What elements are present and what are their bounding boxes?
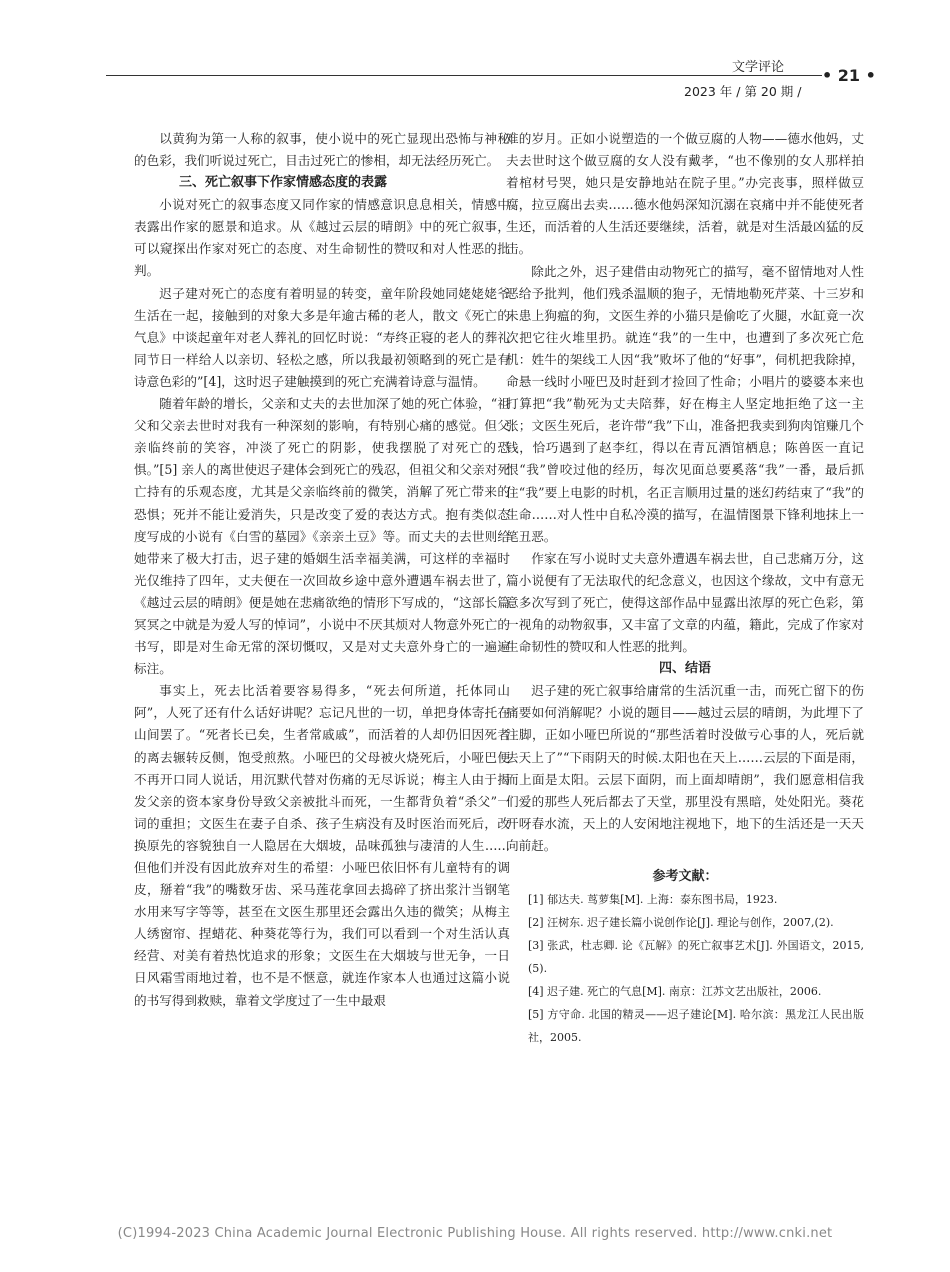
paragraph: 作家在写小说时丈夫意外遭遇车祸去世，自己悲痛万分，这篇小说便有了无法取代的纪念意义，也因这个缘故，文中有意无意多次写到了死亡，使得这部作品中显露出浓厚的死亡色彩，第一视角的动物叙事，又丰富了文章的内蕴，籍此，完成了作家对生命韧性的赞叹和人性恶的批判。: [506, 550, 864, 655]
section-heading: 三、死亡叙事下作家情感态度的表露: [179, 175, 388, 191]
paragraph: 除此之外，迟子建借由动物死亡的描写，毫不留情地对人性恶给予批判，他们残杀温顺的狍子，无情地勒死芹菜、十三岁和未患上狗瘟的狗，文医生养的小猫只是偷吃了火腿，水缸竟一次次把它往火堆里扔。就连“我”的一生中，也遭到了多次死亡危机：姓牛的架线工人因“我”败坏了他的“好事”，伺机把我除掉，命悬一线时小哑巴及时赶到才捡回了性命；小唱片的婆婆本来也打算把“我”勒死为丈夫陪葬，好在梅主人坚定地拒绝了这一主张；文医生死后，老许带“我”下山，准备把我卖到狗肉馆赚几个钱，恰巧遇到了赵李红，得以在青瓦酒馆栖息；陈兽医一直记恨“我”曾咬过他的经历，每次见面总要奚落“我”一番，最后抓住“我”要上电影的时机，名正言顺用过量的迷幻药结束了“我”的生命……对人性中自私冷漠的描写，在温情图景下锋利地抹上一笔丑恶。: [506, 263, 864, 544]
section-heading: 四、结语: [658, 661, 711, 677]
reference-item: [4] 迟子建. 死亡的气息[M]. 南京：江苏文艺出版社，2006.: [528, 985, 822, 998]
paragraph: 小说对死亡的叙事态度又同作家的情感意识息息相关，情感中表露出作家的愿景和追求。从《越过云层的晴朗》中的死亡叙事，可以窥探出作家对死亡的态度、对生命韧性的赞叹和对人性恶的批判。: [134, 197, 510, 279]
reference-item: [3] 张武，杜志卿. 论《瓦解》的死亡叙事艺术[J]. 外国语文，2015,(5).: [528, 939, 864, 975]
paragraph: 以黄狗为第一人称的叙事，使小说中的死亡显现出恐怖与神秘的色彩，我们听说过死亡，目击过死亡的惨相，却无法经历死亡。: [134, 131, 510, 169]
page-number: • 21 •: [822, 66, 876, 85]
right-column: [506, 128, 864, 1049]
reference-item: [5] 方守命. 北国的精灵——迟子建论[M]. 哈尔滨：黑龙江人民出版社，2005.: [528, 1008, 864, 1044]
reference-item: [1] 郁达夫. 茑萝集[M]. 上海：泰东图书局，1923.: [528, 893, 778, 906]
paragraph: 随着年龄的增长，父亲和丈夫的去世加深了她的死亡体验，“祖父和父亲去世时对我有一种深刻的影响，有特别心痛的感觉。但父亲临终前的笑容，冲淡了死亡的阴影，使我摆脱了对死亡的恐惧。”[5] 亲人的离世使迟子建体会到死亡的残忍，但祖父和父亲对死亡持有的乐观态度，尤其是父亲临终前的微笑，消解了死亡带来的恐惧；死并不能让爱消失，只是改变了爱的表达方式。抱有类似态度写成的小说有《白雪的墓园》《亲亲土豆》等。而丈夫的去世则给她带来了极大打击，迟子建的婚姻生活幸福美满，可这样的幸福时光仅维持了四年，丈夫便在一次回故乡途中意外遭遇车祸去世了，《越过云层的晴朗》便是她在悲痛欲绝的情形下写成的，“这部长篇冥冥之中就是为爱人写的悼词”，小说中不厌其烦对人物意外死亡的书写，即是对生命无常的深切慨叹，又是对丈夫意外身亡的一遍遍标注。: [134, 396, 510, 677]
reference-item: [2] 汪树东. 迟子建长篇小说创作论[J]. 理论与创作，2007,(2).: [528, 916, 834, 929]
paragraph: 迟子建对死亡的态度有着明显的转变，童年阶段她同姥姥姥爷生活在一起，接触到的对象大多是年逾古稀的老人，散文《死亡的气息》中谈起童年对老人葬礼的回忆时说：“寿终正寝的老人的葬礼同节日一样给人以亲切、轻松之感，所以我最初领略到的死亡是有诗意色彩的”[4]，这时迟子建触摸到的死亡充满着诗意与温情。: [134, 285, 510, 389]
paragraph: 难的岁月。正如小说塑造的一个做豆腐的人物——德水他妈，丈夫去世时这个做豆腐的女人没有戴孝，“也不像别的女人那样拍着棺材号哭，她只是安静地站在院子里。”办完丧事，照样做豆腐，拉豆腐出去卖……德水他妈深知沉溺在哀痛中并不能使死者生还，而活着的人生活还要继续，活着，就是对生活最凶猛的反击。: [506, 131, 864, 257]
header-rule: [106, 75, 822, 76]
copyright-footer: (C)1994-2023 China Academic Journal Electronic Publishing House. All rights reserved. http://www.cnki.net: [117, 1226, 833, 1241]
paragraph: 迟子建的死亡叙事给庸常的生活沉重一击，而死亡留下的伤痛要如何消解呢？小说的题目——越过云层的晴朗，为此埋下了注脚，正如小哑巴所说的“那些活着时没做亏心事的人，死后就去天上了”“下雨阴天的时候.太阳也在天上……云层的下面是雨，而上面是太阳。云层下面阴，而上面却晴朗”，我们愿意相信我们爱的那些人死后都去了天堂，那里没有黑暗，处处阳光。葵花开呀春水流，天上的人安闲地注视地下，地下的生活还是一天天向前赶。: [506, 683, 864, 853]
issue-label: 2023 年 / 第 20 期 /: [684, 84, 802, 99]
journal-name: 文学评论: [732, 60, 785, 75]
paragraph: 事实上，死去比活着要容易得多，“死去何所道，托体同山阿”，人死了还有什么话好讲呢？忘记凡世的一切，单把身体寄托在山间罢了。“死者长已矣，生者常戚戚”，而活着的人却仍旧因死者的离去辗转反侧，饱受煎熬。小哑巴的父母被火烧死后，小哑巴便不再开口同人说话，用沉默代替对伤痛的无尽诉说；梅主人由于揭发父亲的资本家身份导致父亲被批斗而死，一生都背负着“杀父”一词的重担；文医生在妻子自杀、孩子生病没有及时医治而死后，改换原先的容貌独自一人隐居在大烟坡，品味孤独与凄清的人生……但他们并没有因此放弃对生的希望：小哑巴依旧怀有儿童特有的调皮，掰着“我”的嘴数牙齿、采马莲花拿回去捣碎了挤出浆汁当钢笔水用来写字等等，甚至在文医生那里还会露出久违的微笑；从梅主人绣窗帘、捏蜡花、种葵花等行为，我们可以看到一个对生活认真经营、对美有着热忱追求的形象；文医生在大烟坡与世无争，一日日风霜雪雨地过着，也不是不惬意，就连作家本人也通过这篇小说的书写得到救赎，靠着文学度过了一生中最艰: [134, 683, 510, 1008]
left-column: [134, 128, 510, 1012]
references-heading: 参考文献：: [652, 869, 718, 884]
